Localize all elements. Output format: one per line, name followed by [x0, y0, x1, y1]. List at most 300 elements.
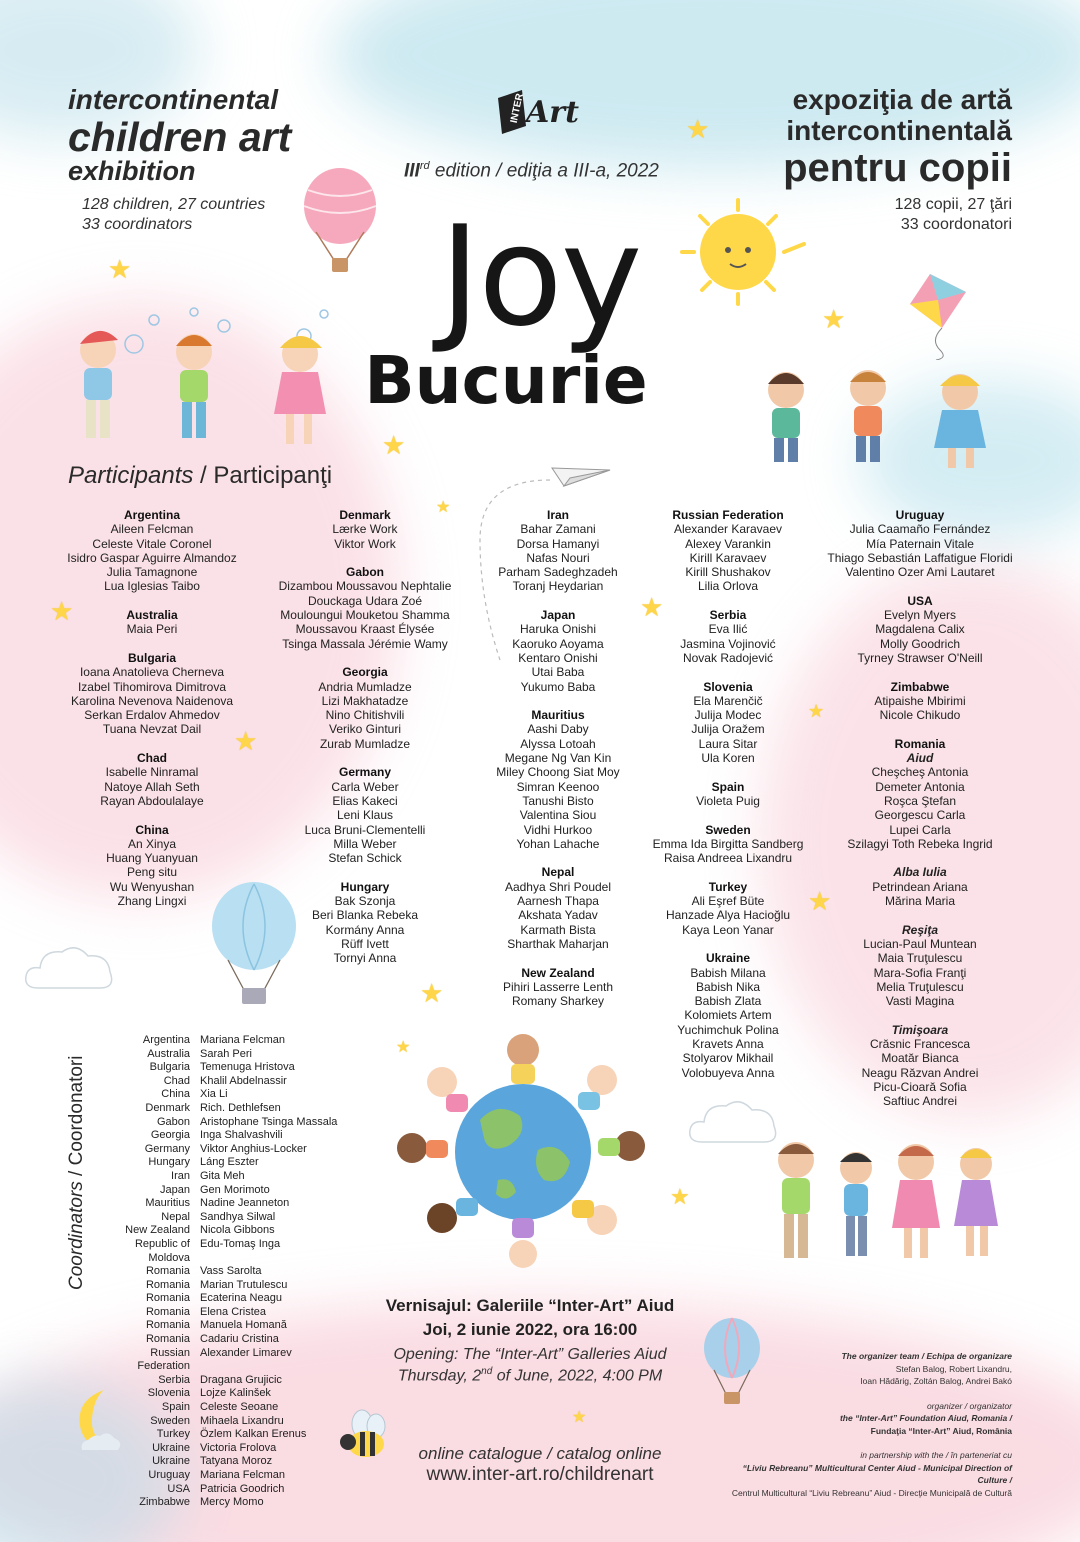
- coordinator-country: Romania: [145, 1265, 190, 1278]
- coordinator-country: Japan: [160, 1183, 190, 1196]
- coordinator-name: Gita Meh: [200, 1169, 245, 1182]
- participant-name: Alexander Karavaev: [673, 522, 783, 537]
- star-icon: ★: [396, 1039, 411, 1056]
- coordinator-name: Temenuga Hristova: [200, 1061, 295, 1074]
- main-title-bucurie: Bucurie: [364, 342, 648, 419]
- participants-column-1: [52, 508, 252, 923]
- participant-name: Megane Ng Van Kin: [504, 751, 612, 766]
- partner-line2: Centrul Multicultural “Liviu Rebreanu” Aiud - Direcţie Municipală de Cultură: [731, 1487, 1012, 1498]
- coordinator-row: [100, 1143, 337, 1157]
- participant-name: Eva Ilić: [708, 622, 748, 637]
- coordinator-row: [100, 1265, 337, 1279]
- coordinator-country: Slovenia: [147, 1387, 190, 1400]
- participant-name: Sharthak Maharjan: [507, 936, 609, 951]
- main-title-joy: Joy: [439, 196, 641, 357]
- participant-name: Julia Tamagnone: [106, 565, 198, 580]
- coordinator-row: [100, 1184, 337, 1198]
- partner-line1: “Liviu Rebreanu” Multicultural Center Aiud - Municipal Direction of Culture /: [742, 1462, 1012, 1485]
- participant-name: Andria Mumladze: [318, 679, 412, 694]
- coordinator-country: China: [161, 1088, 190, 1101]
- participant-name: Veriko Ginturi: [328, 722, 402, 737]
- participant-name: Leni Klaus: [336, 808, 394, 823]
- coordinator-row: [100, 1483, 337, 1497]
- participant-name: Lærke Work: [332, 522, 398, 537]
- star-icon: ★: [808, 886, 832, 916]
- coordinator-country: Ukraine: [152, 1441, 190, 1454]
- participant-name: Akshata Yadav: [518, 908, 598, 923]
- country-group: [478, 966, 638, 1009]
- country-group: [265, 508, 465, 551]
- participant-name: Pihiri Lasserre Lenth: [502, 979, 614, 994]
- organizer-title: organizer / organizator: [926, 1400, 1012, 1411]
- coordinator-country: Sweden: [150, 1414, 190, 1427]
- star-icon: ★: [640, 592, 664, 622]
- participant-name: Aashi Daby: [527, 722, 589, 737]
- participant-name: Thiago Sebastián Laffatigue Floridi: [827, 550, 1013, 565]
- participant-name: Demeter Antonia: [875, 779, 965, 794]
- coordinator-name: Xia Li: [200, 1088, 228, 1101]
- city-name: Timişoara: [891, 1022, 949, 1037]
- coordinator-name: Nicola Gibbons: [200, 1224, 275, 1237]
- organizer-team-line1: Stefan Balog, Robert Lixandru,: [895, 1363, 1012, 1374]
- country-group: [265, 765, 465, 865]
- coordinator-row: [100, 1224, 337, 1238]
- svg-text:Art: Art: [526, 95, 579, 130]
- participant-name: Julija Modec: [694, 708, 762, 723]
- participant-name: Roşca Ştefan: [883, 793, 957, 808]
- coordinator-name: Manuela Homană: [200, 1319, 287, 1332]
- participant-name: Miley Choong Siat Moy: [496, 765, 620, 780]
- participant-name: Aileen Felcman: [110, 522, 194, 537]
- coordinator-country: Zimbabwe: [139, 1496, 190, 1509]
- coordinator-name: Elena Cristea: [200, 1305, 267, 1318]
- coordinator-row: [100, 1211, 337, 1225]
- participant-name: Yuchimchuk Polina: [677, 1022, 779, 1037]
- stats-en-children: 128 children, 27 countries: [82, 196, 266, 213]
- participant-name: Stolyarov Mikhail: [682, 1051, 774, 1066]
- coordinator-row: [100, 1102, 337, 1116]
- country-group: [52, 508, 252, 594]
- country-group: [820, 508, 1020, 579]
- participant-name: Petrindean Ariana: [872, 879, 968, 894]
- children-holding-hands-illustration: [772, 1136, 1012, 1281]
- country-name: USA: [907, 593, 933, 608]
- participant-name: Zhang Lingxi: [117, 894, 187, 909]
- country-name: Serbia: [709, 608, 747, 623]
- country-group: [646, 951, 810, 1080]
- participant-name: Mía Paternain Vitale: [866, 536, 974, 551]
- organizer-team-line2: Ioan Hădărig, Zoltán Balog, Andrei Bakó: [860, 1376, 1012, 1386]
- participants-column-2: [265, 508, 465, 980]
- participant-name: Douckaga Udara Zoé: [307, 593, 423, 608]
- participant-name: Alyssa Lotoah: [520, 736, 596, 751]
- participant-name: An Xinya: [127, 836, 177, 851]
- participant-name: Yukumo Baba: [520, 679, 596, 694]
- coordinator-name: Nadine Jeanneton: [200, 1197, 290, 1210]
- participant-name: Ali Eşref Büte: [691, 894, 765, 909]
- participant-name: Neagu Răzvan Andrei: [861, 1065, 979, 1080]
- country-group: [820, 923, 1020, 1009]
- coordinator-country: Romania: [145, 1319, 190, 1332]
- participants-column-5: [820, 508, 1020, 1123]
- coordinator-country: Romania: [145, 1305, 190, 1318]
- country-group: [646, 823, 810, 866]
- opening-date-sup: nd: [481, 1366, 493, 1377]
- coordinator-name: Ecaterina Neagu: [200, 1292, 282, 1305]
- opening-date-post: of June, 2022, 4:00 PM: [492, 1367, 663, 1385]
- coordinator-country: Republic of Moldova: [134, 1237, 190, 1264]
- participant-name: Ula Koren: [701, 751, 755, 766]
- coordinator-name: Lojze Kalinšek: [200, 1387, 271, 1400]
- coordinator-country: Romania: [145, 1333, 190, 1346]
- country-group: [52, 823, 252, 909]
- participant-name: Wu Wenyushan: [109, 879, 195, 894]
- coordinator-name: Cadariu Cristina: [200, 1333, 279, 1346]
- participant-name: Aarnesh Thapa: [517, 894, 599, 909]
- coordinator-name: Tatyana Moroz: [200, 1455, 273, 1468]
- coordinator-row: [100, 1197, 337, 1211]
- participant-name: Maia Truţulescu: [877, 951, 963, 966]
- star-icon: ★: [108, 254, 132, 284]
- vernissage-location: Vernisajul: Galeriile “Inter-Art” Aiud: [385, 1296, 675, 1315]
- participant-name: Lucian-Paul Muntean: [863, 936, 977, 951]
- country-name: Turkey: [708, 879, 748, 894]
- country-group: [820, 594, 1020, 665]
- participant-name: Lua Iglesias Taibo: [104, 579, 200, 594]
- participant-name: Kaoruko Aoyama: [512, 636, 604, 651]
- coordinator-row: [100, 1061, 337, 1075]
- coordinator-country: Uruguay: [148, 1469, 190, 1481]
- participant-name: Aadhya Shri Poudel: [504, 879, 612, 894]
- coordinator-name: Inga Shalvashvili: [200, 1129, 283, 1142]
- coordinator-name: Özlem Kalkan Erenus: [200, 1428, 307, 1441]
- participant-name: Nafas Nouri: [526, 550, 590, 565]
- sun-icon: [680, 196, 810, 321]
- participant-name: Huang Yuanyuan: [106, 851, 198, 866]
- coordinator-row: [100, 1401, 337, 1415]
- country-group: [820, 865, 1020, 908]
- participant-name: Nino Chitishvili: [325, 708, 405, 723]
- coordinator-row: [100, 1088, 337, 1102]
- participant-name: Isabelle Ninramal: [105, 765, 199, 780]
- participant-name: Tyrney Strawser O'Neill: [857, 650, 983, 665]
- participant-name: Mara-Sofia Franţi: [873, 965, 967, 980]
- participant-name: Natoye Allah Seth: [104, 779, 200, 794]
- coordinator-row: [100, 1496, 337, 1510]
- country-name: Sweden: [705, 822, 751, 837]
- coordinator-name: Sarah Peri: [200, 1047, 252, 1060]
- country-group: [52, 751, 252, 808]
- opening-date: [280, 1366, 780, 1385]
- children-running-illustration: [744, 362, 1014, 477]
- participant-name: Dorsa Hamanyi: [516, 536, 600, 551]
- partner-title: in partnership with the / în parteneriat cu: [860, 1450, 1012, 1460]
- participant-name: Simran Keenoo: [516, 779, 600, 794]
- edition-text: edition / ediţia a III-a, 2022: [429, 160, 659, 182]
- country-name: Mauritius: [531, 708, 585, 723]
- coordinator-name: Gen Morimoto: [200, 1183, 270, 1196]
- participant-name: Ela Marenčič: [693, 693, 763, 708]
- coordinator-name: Mihaela Lixandru: [200, 1414, 284, 1427]
- country-group: [52, 608, 252, 637]
- participants-heading-ro: Participanţi: [213, 462, 333, 489]
- participant-name: Elias Kakeci: [332, 793, 398, 808]
- participant-name: Hanzade Alya Hacioğlu: [665, 908, 791, 923]
- coordinator-name: Aristophane Tsinga Massala: [200, 1115, 338, 1128]
- country-group: [820, 737, 1020, 851]
- city-name: Alba Iulia: [893, 865, 947, 880]
- organizer-line1: the “Inter-Art” Foundation Aiud, Romania /: [839, 1413, 1012, 1423]
- participant-name: Babish Milana: [690, 965, 766, 980]
- coordinator-name: Edu-Tomaş Inga: [200, 1237, 281, 1250]
- coordinator-row: [100, 1469, 337, 1483]
- coordinators-list: [100, 1034, 337, 1510]
- coordinators-heading-en: Coordinators: [66, 1181, 87, 1290]
- hot-air-balloon-pink-icon: [300, 168, 380, 283]
- participants-heading-sep: /: [193, 462, 214, 489]
- participant-name: Vidhi Hurkoo: [523, 822, 593, 837]
- vernissage-date: Joi, 2 iunie 2022, ora 16:00: [422, 1320, 638, 1339]
- coordinator-country: Gabon: [156, 1115, 190, 1128]
- organizers-block: [712, 1350, 1012, 1499]
- coordinator-name: Alexander Limarev: [200, 1346, 292, 1359]
- children-blowing-bubbles-illustration: [64, 296, 354, 461]
- coordinator-row: [100, 1428, 337, 1442]
- country-name: Hungary: [340, 879, 390, 894]
- participant-name: Volobuyeva Anna: [681, 1065, 775, 1080]
- star-icon: ★: [420, 978, 444, 1008]
- coordinator-row: [100, 1455, 337, 1469]
- participant-name: Magdalena Calix: [875, 622, 965, 637]
- star-icon: ★: [808, 701, 825, 721]
- participant-name: Haruka Onishi: [519, 622, 597, 637]
- participant-name: Lizi Makhatadze: [321, 693, 409, 708]
- opening-date-pre: Thursday, 2: [397, 1367, 482, 1385]
- participant-name: Melia Truţulescu: [876, 979, 964, 994]
- country-name: Spain: [711, 779, 745, 794]
- participant-name: Parham Sadeghzadeh: [498, 565, 618, 580]
- participant-name: Novak Radojević: [682, 650, 774, 665]
- participant-name: Mouloungui Mouketou Shamma: [280, 608, 450, 623]
- edition-line: [404, 160, 659, 182]
- country-group: [478, 708, 638, 851]
- country-name: Denmark: [339, 508, 391, 522]
- coordinator-row: [100, 1116, 337, 1130]
- participant-name: Stefan Schick: [328, 851, 402, 866]
- country-group: [265, 880, 465, 966]
- participant-name: Babish Nika: [695, 979, 761, 994]
- participant-name: Rüff Ivett: [341, 936, 389, 951]
- coordinator-country: Romania: [145, 1278, 190, 1291]
- coordinator-country: Denmark: [145, 1101, 190, 1114]
- country-group: [820, 1023, 1020, 1109]
- participant-name: Rayan Abdoulalaye: [100, 793, 204, 808]
- coordinator-country: Turkey: [156, 1428, 190, 1441]
- stats-ro-children: 128 copii, 27 ţări: [894, 196, 1012, 213]
- country-name: Argentina: [123, 508, 180, 522]
- country-name: Japan: [540, 608, 576, 623]
- participant-name: Evelyn Myers: [883, 608, 957, 623]
- title-en-line1: intercontinental: [68, 84, 279, 115]
- stats-ro-coordinators: 33 coordonatori: [900, 216, 1012, 233]
- participant-name: Lupei Carla: [889, 822, 951, 837]
- coordinators-heading: [66, 1056, 88, 1290]
- participant-name: Ioana Anatolieva Cherneva: [79, 665, 225, 680]
- cloud-icon-left: [24, 942, 116, 999]
- participant-name: Valentina Siou: [519, 808, 597, 823]
- star-icon: ★: [572, 1409, 587, 1426]
- participant-name: Nicole Chikudo: [879, 708, 961, 723]
- coordinator-name: Khalil Abdelnassir: [200, 1074, 287, 1087]
- participant-name: Jasmina Vojinović: [680, 636, 776, 651]
- participant-name: Picu-Cioară Sofia: [873, 1079, 967, 1094]
- country-group: [478, 508, 638, 594]
- participant-name: Raisa Andreea Lixandru: [663, 851, 793, 866]
- country-name: Chad: [137, 751, 167, 766]
- participant-name: Bak Szonja: [334, 894, 396, 909]
- country-group: [646, 508, 810, 594]
- cloud-icon-right: [688, 1096, 780, 1153]
- participant-name: Romany Sharkey: [511, 994, 605, 1009]
- participant-name: Kentaro Onishi: [518, 650, 598, 665]
- coordinator-row: [100, 1279, 337, 1293]
- coordinator-name: Láng Eszter: [200, 1156, 259, 1169]
- country-group: [265, 665, 465, 751]
- catalogue-link[interactable]: www.inter-art.ro/childrenart: [426, 1464, 654, 1485]
- opening-location: Opening: The “Inter-Art” Galleries Aiud: [393, 1346, 667, 1363]
- coordinator-country: Spain: [161, 1401, 190, 1414]
- participant-name: Molly Goodrich: [879, 636, 961, 651]
- title-en-line3: exhibition: [68, 156, 196, 186]
- country-name: Bulgaria: [127, 650, 176, 665]
- participant-name: Lilia Orlova: [697, 579, 759, 594]
- country-name: Zimbabwe: [890, 679, 950, 694]
- coordinator-name: Patricia Goodrich: [200, 1482, 285, 1495]
- participant-name: Tuana Nevzat Dail: [102, 722, 202, 737]
- coordinator-country: Mauritius: [145, 1197, 190, 1210]
- edition-roman: III: [404, 160, 420, 182]
- coordinators-heading-ro: Coordonatori: [66, 1055, 87, 1166]
- participant-name: Viktor Work: [334, 536, 396, 551]
- star-icon: ★: [686, 114, 710, 144]
- coordinator-country: New Zealand: [125, 1224, 190, 1237]
- participant-name: Milla Weber: [333, 836, 397, 851]
- coordinator-name: Mariana Felcman: [200, 1469, 285, 1481]
- title-en-line2: children art: [68, 114, 292, 160]
- edition-sup: rd: [419, 160, 430, 172]
- coordinator-country: Nepal: [161, 1210, 190, 1223]
- star-icon: ★: [670, 1184, 690, 1209]
- coordinator-country: Serbia: [158, 1373, 190, 1386]
- coordinator-country: Bulgaria: [149, 1061, 190, 1074]
- city-name: Reşiţa: [901, 922, 939, 937]
- country-name: Iran: [546, 508, 569, 522]
- coordinator-country: Romania: [145, 1292, 190, 1305]
- coordinator-name: Rich. Dethlefsen: [200, 1101, 281, 1114]
- coordinator-name: Celeste Seoane: [200, 1401, 279, 1414]
- participant-name: Carla Weber: [331, 779, 399, 794]
- organizer-team-title: The organizer team / Echipa de organizare: [841, 1351, 1012, 1361]
- country-name: Uruguay: [895, 508, 945, 522]
- participant-name: Bahar Zamani: [520, 522, 596, 537]
- star-icon: ★: [234, 726, 258, 756]
- coordinator-name: Sandhya Silwal: [200, 1210, 276, 1223]
- country-name: Slovenia: [703, 679, 753, 694]
- country-name: Russian Federation: [672, 508, 784, 522]
- participant-name: Vasti Magina: [885, 994, 955, 1009]
- country-name: Ukraine: [705, 951, 751, 966]
- coordinator-row: [100, 1034, 337, 1048]
- coordinator-name: Victoria Frolova: [200, 1441, 277, 1454]
- coordinator-name: Mariana Felcman: [200, 1034, 285, 1046]
- participant-name: Kravets Anna: [692, 1036, 764, 1051]
- country-name: Germany: [338, 765, 392, 780]
- participant-name: Julia Caamaño Fernández: [849, 522, 991, 537]
- star-icon: ★: [50, 596, 74, 626]
- coordinators-heading-sep: /: [66, 1165, 87, 1182]
- country-name: Gabon: [346, 565, 384, 580]
- kite-icon: [900, 270, 970, 365]
- coordinator-row: [100, 1129, 337, 1143]
- coordinator-row: [100, 1238, 337, 1265]
- country-name: New Zealand: [521, 965, 595, 980]
- participant-name: Izabel Tihomirova Dimitrova: [77, 679, 227, 694]
- participant-name: Kormány Anna: [325, 922, 405, 937]
- coordinator-row: [100, 1048, 337, 1062]
- coordinator-name: Dragana Grujicic: [200, 1373, 282, 1386]
- participant-name: Dizambou Moussavou Nephtalie: [278, 579, 452, 594]
- coordinator-country: USA: [167, 1482, 190, 1495]
- coordinator-row: [100, 1075, 337, 1089]
- participant-name: Kolomiets Artem: [684, 1008, 772, 1023]
- participant-name: Saftiuc Andrei: [882, 1094, 958, 1109]
- participant-name: Violeta Puig: [696, 793, 760, 808]
- title-ro-line3: pentru copii: [783, 146, 1012, 190]
- participant-name: Emma Ida Birgitta Sandberg: [652, 836, 804, 851]
- star-icon: ★: [436, 499, 451, 516]
- participant-name: Utai Baba: [531, 665, 585, 680]
- country-name: Romania: [894, 736, 946, 751]
- coordinator-row: [100, 1170, 337, 1184]
- coordinator-country: Georgia: [150, 1129, 190, 1142]
- participant-name: Maia Peri: [126, 622, 178, 637]
- coordinator-country: Russian Federation: [137, 1346, 190, 1373]
- participant-name: Kirill Karavaev: [689, 550, 767, 565]
- participant-name: Mărina Maria: [884, 894, 956, 909]
- country-group: [646, 880, 810, 937]
- country-group: [646, 608, 810, 665]
- participants-heading-en: Participants: [68, 462, 194, 489]
- participant-name: Moussavou Kraast Élysée: [295, 622, 435, 637]
- participants-column-3: [478, 508, 638, 1023]
- country-name: Australia: [126, 608, 178, 623]
- country-name: Georgia: [342, 665, 388, 680]
- coordinator-country: Argentina: [142, 1034, 190, 1046]
- participant-name: Laura Sitar: [698, 736, 758, 751]
- coordinator-country: Chad: [163, 1074, 190, 1087]
- organizer-line2: Fundaţia “Inter-Art” Aiud, România: [870, 1425, 1012, 1436]
- participant-name: Serkan Erdalov Ahmedov: [84, 708, 220, 723]
- participant-name: Karolina Nevenova Naidenova: [70, 693, 234, 708]
- country-name: Nepal: [541, 865, 575, 880]
- country-name: China: [135, 822, 169, 837]
- coordinator-country: Ukraine: [152, 1455, 190, 1468]
- coordinator-name: Marian Trutulescu: [200, 1278, 288, 1291]
- participant-name: Georgescu Carla: [874, 808, 966, 823]
- participant-name: Luca Bruni-Clementelli: [304, 822, 426, 837]
- participant-name: Kaya Leon Yanar: [682, 922, 774, 937]
- participant-name: Babish Zlata: [694, 994, 762, 1009]
